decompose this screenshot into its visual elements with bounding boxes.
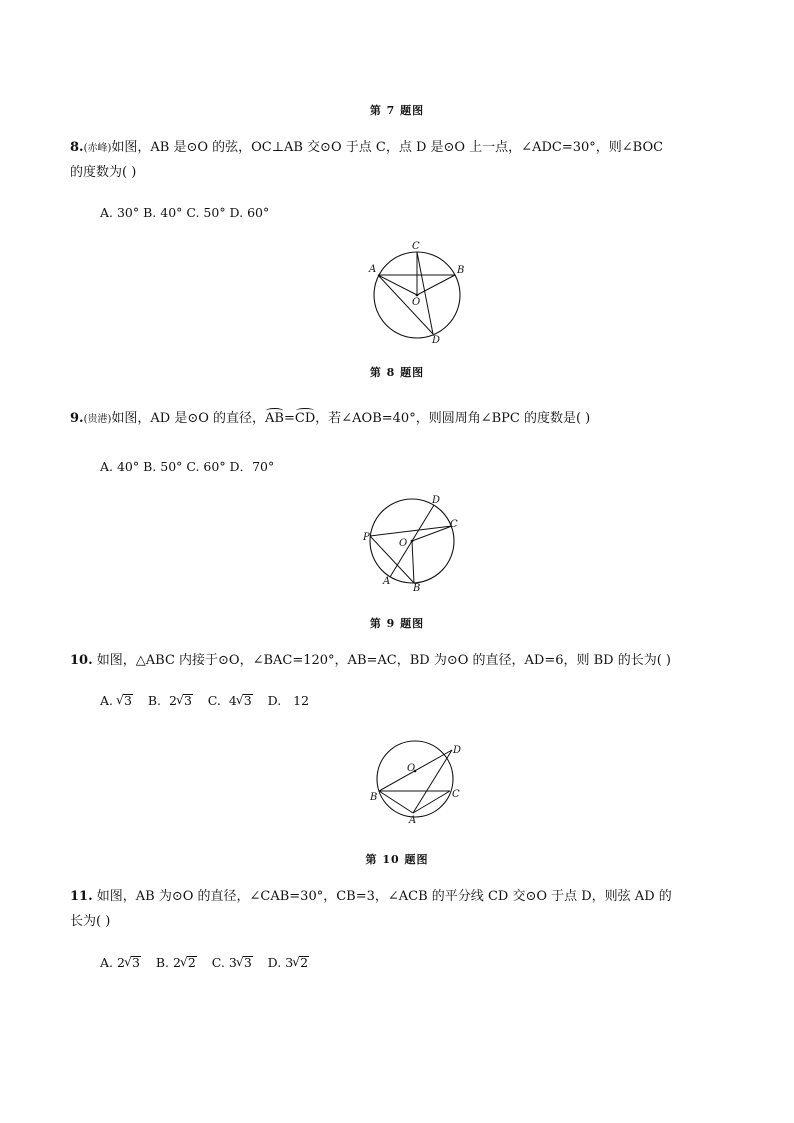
label-o: O (399, 538, 408, 549)
chord-ad (413, 750, 452, 813)
question-8-line2: 的度数为( ) (70, 165, 137, 180)
option-c-coef: 4 (228, 693, 237, 708)
label-a: A (383, 576, 391, 587)
label-c: C (412, 241, 420, 252)
segment-oa (378, 275, 417, 295)
figure-8-caption: 第 8 题图 (369, 366, 425, 379)
chord-pb (370, 536, 414, 583)
question-text: 如图，△ABC 内接于⊙O，∠BAC=120°，AB=AC，BD 为⊙O 的直径，AD=6，则 BD 的长为( ) (92, 653, 672, 668)
label-c: C (452, 789, 460, 800)
question-number: 11. (70, 889, 93, 904)
figure-10-diagram (366, 735, 466, 827)
label-c: C (450, 519, 458, 530)
arc-cd: CD (294, 411, 316, 426)
figure-10-caption: 第 10 题图 (365, 853, 429, 866)
figure-7-caption: 第 7 题图 (369, 104, 425, 117)
label-p: P (363, 532, 370, 543)
label-b: B (370, 792, 378, 803)
question-9-options: A. 40° B. 50° C. 60° D．70° (100, 459, 275, 474)
figure-9-caption: 第 9 题图 (369, 617, 425, 630)
option-c-label: C. (207, 693, 221, 708)
question-number: 10. (70, 653, 93, 668)
option-d-coef: 3 (285, 955, 294, 970)
question-9 (70, 410, 730, 429)
question-source: (贵港) (83, 414, 112, 425)
question-10 (70, 652, 730, 670)
question-text-a: 如图，AD 是⊙O 的直径， (111, 411, 266, 426)
center-point (416, 294, 419, 297)
option-a-radical: √ 3 (126, 955, 140, 970)
label-d: D (432, 495, 441, 506)
label-a: A (409, 815, 417, 826)
question-source: (赤峰) (83, 143, 112, 154)
circle-o (377, 741, 453, 817)
segment-ob (417, 275, 455, 295)
option-b-radical: √ 3 (178, 693, 192, 708)
label-d: D (453, 745, 462, 756)
option-b-coef: 2 (172, 955, 181, 970)
label-o: O (407, 763, 416, 774)
question-8 (70, 139, 730, 158)
option-b-label: B. (155, 955, 169, 970)
chord-cd (417, 252, 433, 334)
option-a-label: A. (100, 693, 114, 708)
equals-sign: = (283, 411, 295, 426)
option-c-radical: √ 3 (238, 955, 252, 970)
question-number: 9. (70, 411, 84, 426)
option-c-coef: 3 (228, 955, 237, 970)
option-d-label: D. (267, 693, 282, 708)
question-number: 8. (70, 140, 84, 155)
option-d-label: D. (267, 955, 282, 970)
label-a: A (369, 264, 377, 275)
option-c-radical: √ 3 (238, 693, 252, 708)
label-b: B (413, 583, 421, 594)
option-a-coef: 2 (117, 955, 125, 970)
option-b-radical: √ 2 (182, 955, 196, 970)
option-a-radical: √ 3 (118, 693, 132, 708)
chord-ac (413, 791, 450, 813)
question-10-options (100, 693, 309, 708)
question-11-options (100, 955, 308, 970)
question-11-line2: 长为( ) (70, 914, 111, 929)
arc-ab: AB (265, 411, 284, 426)
option-d-value: 12 (293, 693, 310, 708)
figure-8-diagram (360, 238, 470, 348)
label-o: O (412, 297, 421, 308)
question-text: 如图，AB 为⊙O 的直径，∠CAB=30°，CB=3，∠ACB 的平分线 CD 交⊙O 于点 D，则弦 AD 的 (92, 889, 672, 904)
option-b-coef: 2 (168, 693, 177, 708)
option-a-label: A. (100, 955, 114, 970)
question-8-options: A. 30° B. 40° C. 50° D. 60° (100, 205, 270, 220)
question-text: 如图，AB 是⊙O 的弦，OC⊥AB 交⊙O 于点 C，点 D 是⊙O 上一点，∠ADC=30°，则∠BOC (111, 140, 664, 155)
option-d-radical: √ 2 (294, 955, 308, 970)
option-c-label: C. (211, 955, 225, 970)
figure-9-diagram (356, 490, 471, 600)
label-b: B (457, 265, 465, 276)
segment-ob (412, 541, 414, 583)
label-d: D (432, 335, 441, 346)
question-text-b: ，若∠AOB=40°，则圆周角∠BPC 的度数是( ) (315, 411, 591, 426)
question-11 (70, 888, 730, 906)
option-b-label: B. (147, 693, 162, 708)
center-point (411, 540, 414, 543)
